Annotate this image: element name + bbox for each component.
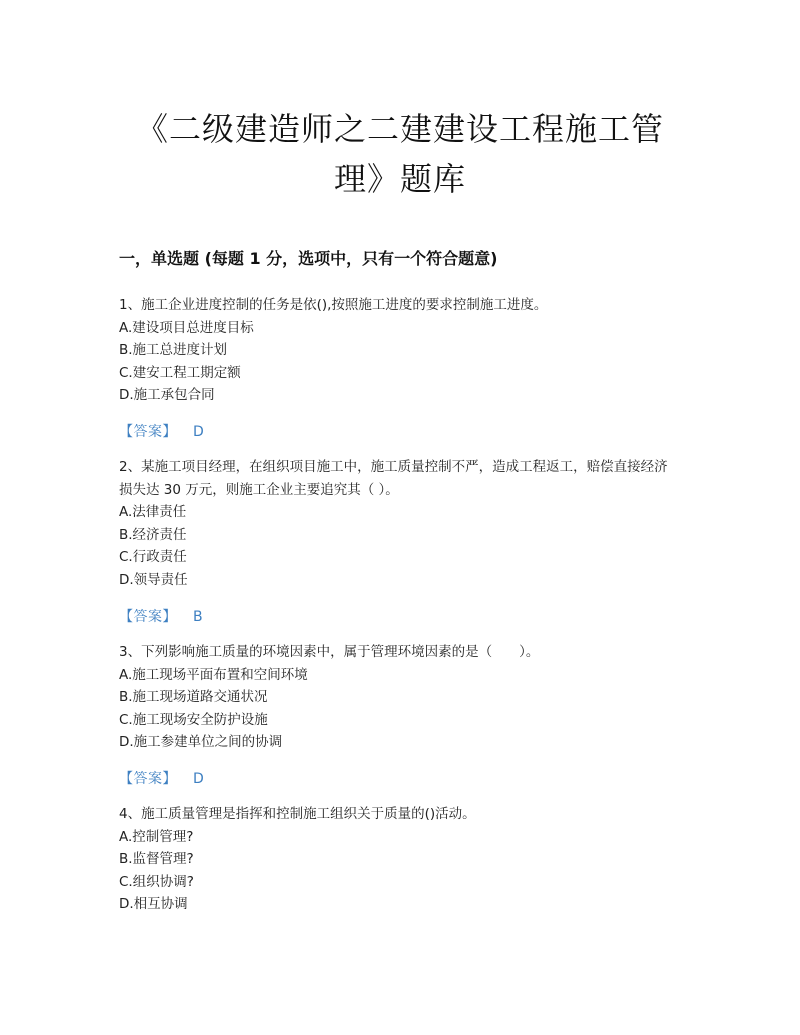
option-a: A.施工现场平面布置和空间环境 xyxy=(119,666,308,683)
question-2 xyxy=(119,456,679,591)
answer-label: 【答案】 xyxy=(119,771,177,787)
option-b: B.施工总进度计划 xyxy=(119,342,228,358)
question-stem: 3、下列影响施工质量的环境因素中，属于管理环境因素的是（ ）。 xyxy=(119,644,540,660)
answer-value: D xyxy=(193,424,205,440)
question-stem: 2、某施工项目经理，在组织项目施工中，施工质量控制不严，造成工程返工，赔偿直接经济损失达 30 万元，则施工企业主要追究其（ ）。 xyxy=(119,459,668,498)
answer-2 xyxy=(119,606,203,626)
option-d: D.相互协调 xyxy=(119,896,188,912)
answer-label: 【答案】 xyxy=(119,424,177,440)
question-4 xyxy=(119,803,679,916)
question-1 xyxy=(119,294,679,407)
question-3 xyxy=(119,641,679,754)
title-line-2: 理》题库 xyxy=(333,160,466,198)
question-stem: 1、施工企业进度控制的任务是依(),按照施工进度的要求控制施工进度。 xyxy=(119,297,548,313)
option-b: B.经济责任 xyxy=(119,526,187,543)
question-stem: 4、施工质量管理是指挥和控制施工组织关于质量的()活动。 xyxy=(119,806,476,822)
document-title xyxy=(100,104,700,204)
answer-3 xyxy=(119,768,204,788)
option-c: C.建安工程工期定额 xyxy=(119,364,241,381)
section-heading: 一，单选题 (每题 1 分，选项中，只有一个符合题意) xyxy=(119,249,498,268)
option-c: C.行政责任 xyxy=(119,549,187,565)
option-c: C.组织协调? xyxy=(119,873,194,890)
answer-value: D xyxy=(193,771,205,787)
option-a: A.法律责任 xyxy=(119,504,187,520)
answer-value: B xyxy=(193,609,204,625)
option-b: B.施工现场道路交通状况 xyxy=(119,689,268,705)
option-b: B.监督管理? xyxy=(119,851,194,867)
title-line-1: 《二级建造师之二建建设工程施工管 xyxy=(135,110,664,148)
option-d: D.施工参建单位之间的协调 xyxy=(119,734,283,750)
option-a: A.建设项目总进度目标 xyxy=(119,319,254,336)
answer-label: 【答案】 xyxy=(119,609,177,625)
option-a: A.控制管理? xyxy=(119,828,194,845)
answer-1 xyxy=(119,421,204,441)
option-d: D.领导责任 xyxy=(119,571,188,588)
option-c: C.施工现场安全防护设施 xyxy=(119,711,268,728)
option-d: D.施工承包合同 xyxy=(119,387,215,403)
